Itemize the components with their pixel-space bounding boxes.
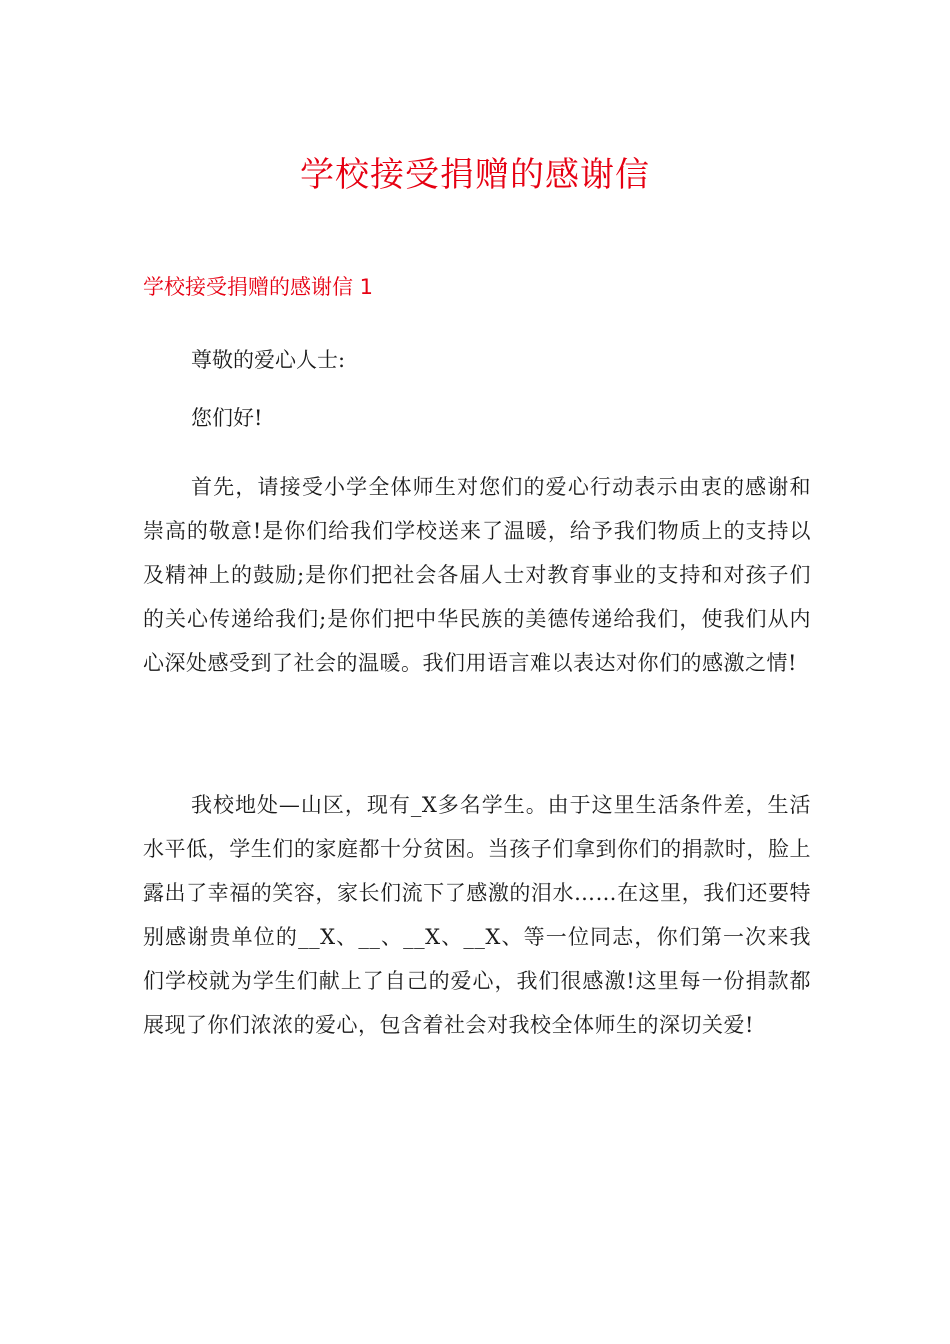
greeting: 您们好! bbox=[191, 406, 263, 430]
document-title: 学校接受捐赠的感谢信 bbox=[300, 155, 650, 195]
section-heading: 学校接受捐赠的感谢信 1 bbox=[143, 275, 374, 299]
body-paragraph-1: 首先，请接受小学全体师生对您们的爱心行动表示由衷的感谢和崇高的敬意!是你们给我们学校送来了温暖，给予我们物质上的支持以及精神上的鼓励;是你们把社会各届人士对教育事业的支持和对孩子们的关心传递给我们;是你们把中华民族的美德传递给我们，使我们从内心深处感受到了社会的温暖。我们用语言难以表达对你们的感激之情! bbox=[143, 475, 811, 675]
body-paragraph-2: 我校地处—山区，现有_X多名学生。由于这里生活条件差，生活水平低，学生们的家庭都十分贫困。当孩子们拿到你们的捐款时，脸上露出了幸福的笑容，家长们流下了感激的泪水……在这里，我们还要特别感谢贵单位的__X、__、__X、__X、等一位同志，你们第一次来我们学校就为学生们献上了自己的爱心，我们很感激!这里每一份捐款都展现了你们浓浓的爱心，包含着社会对我校全体师生的深切关爱! bbox=[143, 793, 811, 1037]
salutation: 尊敬的爱心人士: bbox=[191, 348, 346, 372]
